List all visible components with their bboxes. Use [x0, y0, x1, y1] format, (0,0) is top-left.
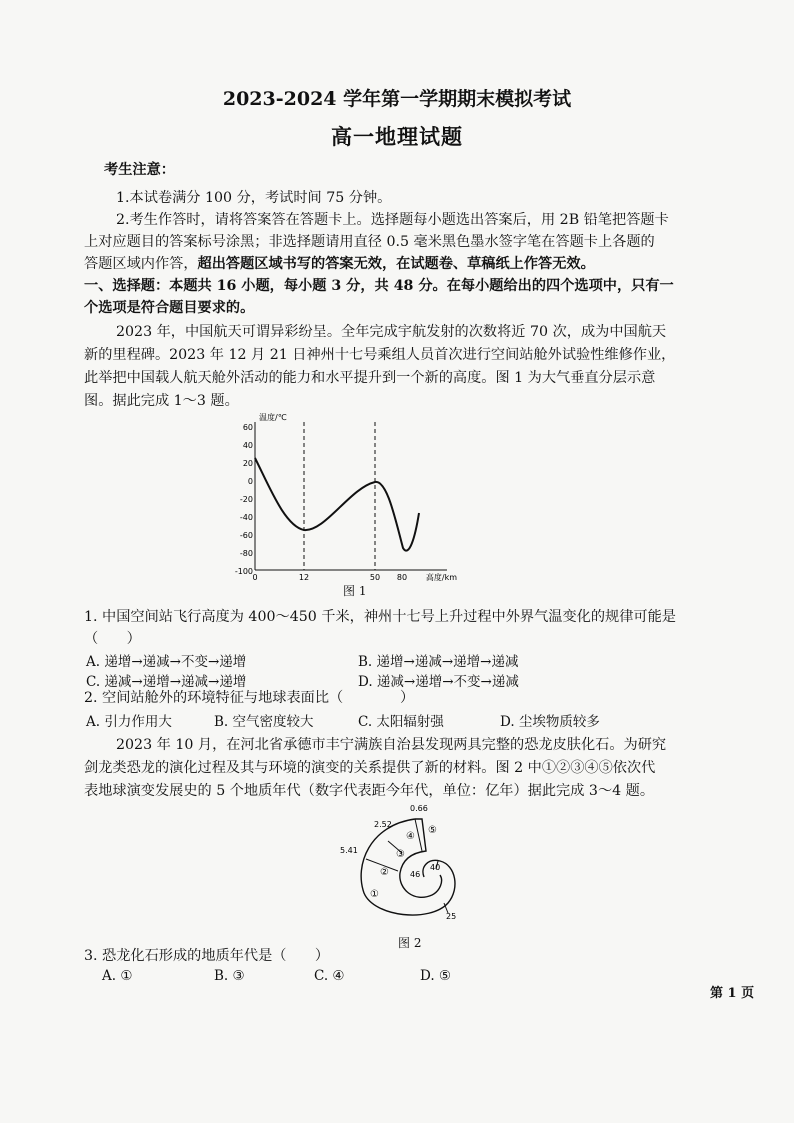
figure2-number: 5.41 — [340, 846, 358, 855]
figure2-number: 2.52 — [374, 820, 392, 829]
figure1-xlabel: 高度/km — [425, 573, 457, 582]
figure1-ytick: -20 — [239, 495, 253, 504]
q3-option-c: C. ④ — [314, 968, 345, 984]
exam-subtitle: 高一地理试题 — [331, 124, 463, 149]
passage1-line-1: 2023 年，中国航天可谓异彩纷呈。全年完成宇航发射的次数将近 70 次，成为中国航天 — [116, 324, 667, 340]
figure1-temperature-curve — [255, 458, 419, 551]
figure2-number: 40 — [430, 863, 441, 872]
q3-option-b: B. ③ — [214, 968, 245, 984]
passage1-line-3: 此举把中国载人航天舱外活动的能力和水平提升到一个新的高度。图 1 为大气垂直分层示意 — [84, 370, 656, 386]
figure2-geologic-spiral — [340, 795, 480, 930]
figure1-ytick: 0 — [247, 477, 253, 486]
q2-option-c: C. 太阳辐射强 — [358, 714, 444, 730]
figure1-ytick: 40 — [242, 441, 253, 450]
notice-heading: 考生注意： — [104, 162, 175, 178]
notice-line-4-plain: 答题区域内作答， — [84, 256, 198, 272]
figure2-number: 25 — [446, 912, 457, 921]
q2-stem: 2. 空间站舱外的环境特征与地球表面比（ ） — [84, 690, 415, 706]
figure1-ytick: -80 — [239, 549, 253, 558]
notice-line-4 — [84, 254, 704, 274]
q3-option-d: D. ⑤ — [420, 968, 452, 984]
q1-stem: 1. 中国空间站飞行高度为 400～450 千米，神州十七号上升过程中外界气温变化的规律可能是 — [84, 609, 676, 625]
notice-line-1: 1.本试卷满分 100 分，考试时间 75 分钟。 — [116, 190, 392, 206]
q2-option-d: D. 尘埃物质较多 — [500, 714, 600, 730]
passage1-line-2: 新的里程碑。2023 年 12 月 21 日神州十七号乘组人员首次进行空间站舱外试验性维修作业， — [84, 347, 676, 363]
passage2-line-1: 2023 年 10 月，在河北省承德市丰宁满族自治县发现两具完整的恐龙皮肤化石。为研究 — [116, 737, 667, 753]
figure1-atmosphere-chart — [225, 408, 465, 588]
figure1-ytick: -40 — [239, 513, 253, 522]
section-heading-line-1: 一、选择题：本题共 16 小题，每小题 3 分，共 48 分。在每小题给出的四个选项中，只有一 — [84, 278, 674, 294]
passage2-line-3: 表地球演变发展史的 5 个地质年代（数字代表距今年代，单位：亿年）据此完成 3～4 题。 — [84, 783, 655, 799]
figure2-number: 0.66 — [410, 804, 428, 813]
figure2-divider — [415, 819, 422, 851]
q2-option-a: A. 引力作用大 — [86, 714, 172, 730]
figure2-era-label: ④ — [406, 831, 415, 842]
q1-option-b: B. 递增→递减→递增→递减 — [358, 654, 519, 670]
figure1-xtick: 12 — [298, 573, 310, 582]
figure1-ytick: 60 — [242, 423, 253, 432]
q1-paren: （ ） — [84, 631, 141, 647]
figure2-caption: 图 2 — [398, 936, 422, 950]
figure1-xtick: 0 — [252, 573, 258, 582]
exam-title: 2023-2024 学年第一学期期末模拟考试 — [222, 88, 572, 110]
figure2-era-label: ③ — [396, 849, 405, 860]
figure2-number: 46 — [410, 870, 421, 879]
figure1-xtick: 80 — [396, 573, 408, 582]
q1-option-a: A. 递增→递减→不变→递增 — [86, 654, 247, 670]
q1-option-c: C. 递减→递增→递减→递增 — [86, 674, 247, 690]
figure1-ytick: 20 — [242, 459, 253, 468]
q3-option-a: A. ① — [102, 968, 133, 984]
q3-stem: 3. 恐龙化石形成的地质年代是（ ） — [84, 948, 330, 964]
passage1-line-4: 图。据此完成 1～3 题。 — [84, 393, 239, 409]
passage2-line-2: 剑龙类恐龙的演化过程及其与环境的演变的关系提供了新的材料。图 2 中①②③④⑤依次代 — [84, 760, 656, 776]
figure1-caption: 图 1 — [343, 584, 367, 598]
figure1-xtick: 50 — [369, 573, 381, 582]
figure2-era-label: ① — [370, 889, 379, 900]
figure1-ylabel: 温度/℃ — [259, 413, 287, 422]
figure2-era-label: ② — [380, 867, 389, 878]
notice-line-2: 2.考生作答时，请将答案答在答题卡上。选择题每小题选出答案后，用 2B 铅笔把答题卡 — [116, 212, 669, 228]
figure1-ytick: -100 — [234, 567, 253, 576]
figure2-era-label: ⑤ — [428, 825, 437, 836]
page-number: 第 1 页 — [710, 986, 755, 1001]
q1-option-d: D. 递减→递增→不变→递减 — [358, 674, 519, 690]
notice-line-3: 上对应题目的答案标号涂黑；非选择题请用直径 0.5 毫米黑色墨水签字笔在答题卡上各题的 — [84, 234, 655, 250]
notice-line-4-bold: 超出答题区域书写的答案无效，在试题卷、草稿纸上作答无效。 — [197, 256, 595, 272]
figure1-ytick: -60 — [239, 531, 253, 540]
section-heading-line-2: 个选项是符合题目要求的。 — [84, 300, 255, 316]
q2-option-b: B. 空气密度较大 — [214, 714, 314, 730]
